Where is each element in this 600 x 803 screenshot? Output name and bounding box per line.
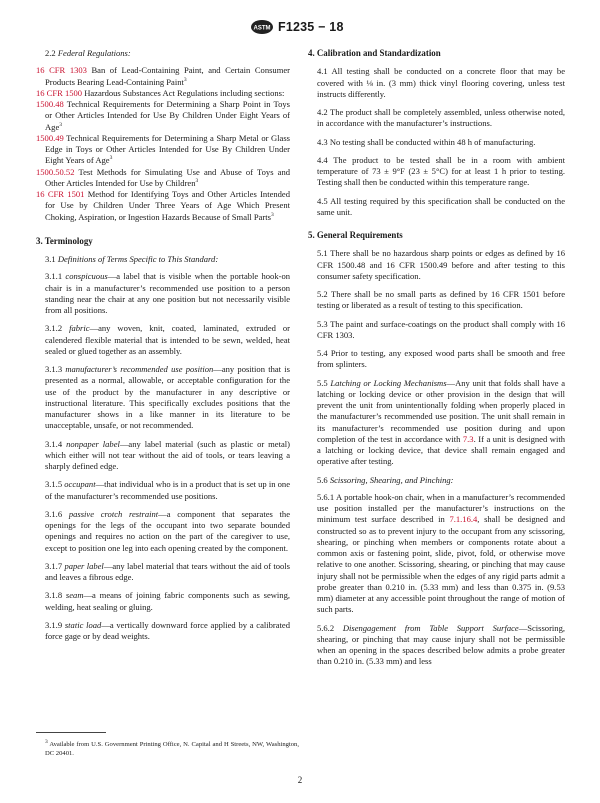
calibration-paragraph: 4.2 The product shall be completely assembled, unless otherwise noted, in accordance with the manufacturer’s instructions. xyxy=(317,107,565,129)
reference-item: 1500.49 Technical Requirements for Determining a Sharp Metal or Glass Edge in Toys or Other Articles Intended for Use By Children Under Eight Years of Age$^3$ xyxy=(36,132,290,166)
page-number: 2 xyxy=(297,775,303,785)
scissoring-heading: 5.6 Scissoring, Shearing, and Pinching: xyxy=(317,474,454,485)
reference-link[interactable]: 1500.48 xyxy=(36,99,64,109)
reference-item: 16 CFR 1501 Method for Identifying Toys and Other Articles Intended for Use by Children Under Three Years of Age Which Present Choking, Aspiration, or Ingestion Hazards Because of Small Parts$^3$ xyxy=(36,189,290,222)
reference-link[interactable]: 16 CFR 1303 xyxy=(36,65,87,76)
term-definition: 3.1.3 manufacturer’s recommended use position—any position that is presented as a normal, allowable, or acceptable configuration for the use of the product by the manufacturer in any descriptive or instructional literature. This specifically excludes positions that the manufacturer shows in a like manner in its literature to be unacceptable, unsafe, or not recommended. xyxy=(45,364,290,431)
reference-item: 1500.48 Technical Requirements for Determining a Sharp Point in Toys or Other Articles Intended for Use By Children Under Eight Years of Age$^3$ xyxy=(36,99,290,132)
calibration-paragraph: 4.5 All testing required by this specification shall be conducted on the same unit. xyxy=(317,195,565,217)
page-header xyxy=(0,13,600,39)
reference-link[interactable]: 1500.50.52 xyxy=(36,166,75,177)
reference-link[interactable]: 16 CFR 1500 xyxy=(36,87,83,98)
definitions-heading: 3.1 Definitions of Terms Specific to This Standard: xyxy=(45,254,219,264)
calibration-paragraph: 4.1 All testing shall be conducted on a concrete floor that may be covered with ⅛ in. (3 mm) thick vinyl flooring covering, unless test instructs differently. xyxy=(317,66,565,99)
general-requirements-heading: 5. General Requirements xyxy=(308,230,403,240)
footnote-divider xyxy=(36,732,106,733)
term-definition: 3.1.9 static load—a vertically downward force applied by a calibrated force gage or by dead weights. xyxy=(45,619,290,641)
term-definition: 3.1.2 fabric—any woven, knit, coated, laminated, extruded or calendered flexible material that is intended to be sewn, welded, heat sealed or glued together as an assembly. xyxy=(45,323,291,356)
calibration-paragraph: 4.3 No testing shall be conducted within 48 h of manufacturing. xyxy=(317,136,536,147)
disengagement-paragraph: 5.6.2 Disengagement from Table Support Surface—Scissoring, shearing, or pinching that may cause injury shall not be permissible when an opening in the spaces described below admits a probe greater than 0.210 in. (5.33 mm) and less xyxy=(317,622,565,667)
term-definition: 3.1.1 conspicuous—a label that is visible when the portable hook-on chair is in a manufacturer’s recommended use position to a person standing near the chair at any one position but not necessarily visible from all positions. xyxy=(45,271,290,315)
requirement-paragraph: 5.1 There shall be no hazardous sharp points or edges as defined by 16 CFR 1500.48 and 16 CFR 1500.49 before and after testing to this consumer safety specification. xyxy=(317,248,565,281)
section-link[interactable]: 7.1.16.4 xyxy=(449,514,478,525)
term-definition: 3.1.5 occupant—that individual who is in a product that is set up in one of the manufacturer’s recommended use positions. xyxy=(45,479,290,501)
footnote: $^3$ Available from U.S. Government Printing Office, N. Capital and H Streets, NW, Washington, DC 20401. xyxy=(45,738,299,757)
document-id: F1235 − 18 xyxy=(278,20,344,34)
calibration-heading: 4. Calibration and Standardization xyxy=(308,48,441,58)
right-column xyxy=(308,48,565,675)
term-definition: 3.1.7 paper label—any label material that tears without the aid of tools and leaves a fibrous edge. xyxy=(45,560,291,582)
reference-item: 16 CFR 1500 Hazardous Substances Act Regulations including sections: xyxy=(36,87,285,98)
latching-requirement: 5.5 Latching or Locking Mechanisms—Any unit that folds shall have a latching or locking device or other provision in the design that will prevent the unit from unintentionally folding when properly placed in the manufacturer’s recommended use position. The unit shall remain in its manufacturer’s recommended use position during and upon completion of the test in accordance with 7.3. If a unit is designed with a latching or locking device, that device shall remain engaged and operative after testing. xyxy=(317,377,565,467)
reference-list xyxy=(36,65,290,223)
svg-text:ASTM: ASTM xyxy=(253,25,271,32)
left-column xyxy=(36,48,290,649)
term-definition: 3.1.8 seam—a means of joining fabric components such as sewing, welding, heat sealing or gluing. xyxy=(45,590,290,612)
calibration-paragraph: 4.4 The product to be tested shall be in a room with ambient temperature of 73 ± 9°F (23 ± 5°C) for at least 1 h prior to testing. Testing shall then be conducted within this temperature range. xyxy=(317,154,565,188)
term-definition: 3.1.4 nonpaper label—any label material (such as plastic or metal) which either will not tear without the aid of tools, or tears leaving a sharply defined edge. xyxy=(45,438,290,471)
terminology-heading: 3. Terminology xyxy=(36,235,93,246)
requirement-paragraph: 5.3 The paint and surface-coatings on the product shall comply with 16 CFR 1303. xyxy=(317,318,565,340)
reference-item: 1500.50.52 Test Methods for Simulating Use and Abuse of Toys and Other Articles Intended for Use by Children$^3$ xyxy=(36,166,290,188)
term-definition: 3.1.6 passive crotch restraint—a component that separates the openings for the legs of the occupant into two separate bounded openings and requires no action on the part of the caregiver to use, except to position one leg into each opening created by the component. xyxy=(45,508,291,553)
astm-logo-icon xyxy=(250,19,274,35)
federal-regs-heading: 2.2 Federal Regulations: xyxy=(45,48,131,58)
scissoring-paragraph: 5.6.1 A portable hook-on chair, when in a manufacturer’s recommended use position installed per the manufacturer’s instructions on the minimum test surface described in 7.1.16.4, shall be designed and constructed so as to prevent injury to the occupant from any scissoring, shearing, or pinching when members or components rotate about a common axis or fastening point, slide, pivot, fold, or otherwise move relative to one another. Scissoring, shearing, or pinching that may cause injury shall not be permissible when the edges of any rigid parts admit a probe greater than 0.210 in. (5.33 mm) and less than 0.375 in. (9.53 mm) diameter at any accessible point throughout the range of motion of such parts. xyxy=(317,491,565,615)
reference-link[interactable]: 16 CFR 1501 xyxy=(36,189,85,199)
requirement-paragraph: 5.4 Prior to testing, any exposed wood parts shall be smooth and free from splinters. xyxy=(317,348,565,370)
requirement-paragraph: 5.2 There shall be no small parts as defined by 16 CFR 1501 before testing or liberated as a result of testing to this specification. xyxy=(317,289,565,311)
reference-item: 16 CFR 1303 Ban of Lead-Containing Paint, and Certain Consumer Products Bearing Lead-Containing Paint$^3$ xyxy=(36,65,290,87)
section-link[interactable]: 7.3 xyxy=(462,433,474,444)
reference-link[interactable]: 1500.49 xyxy=(36,132,64,143)
